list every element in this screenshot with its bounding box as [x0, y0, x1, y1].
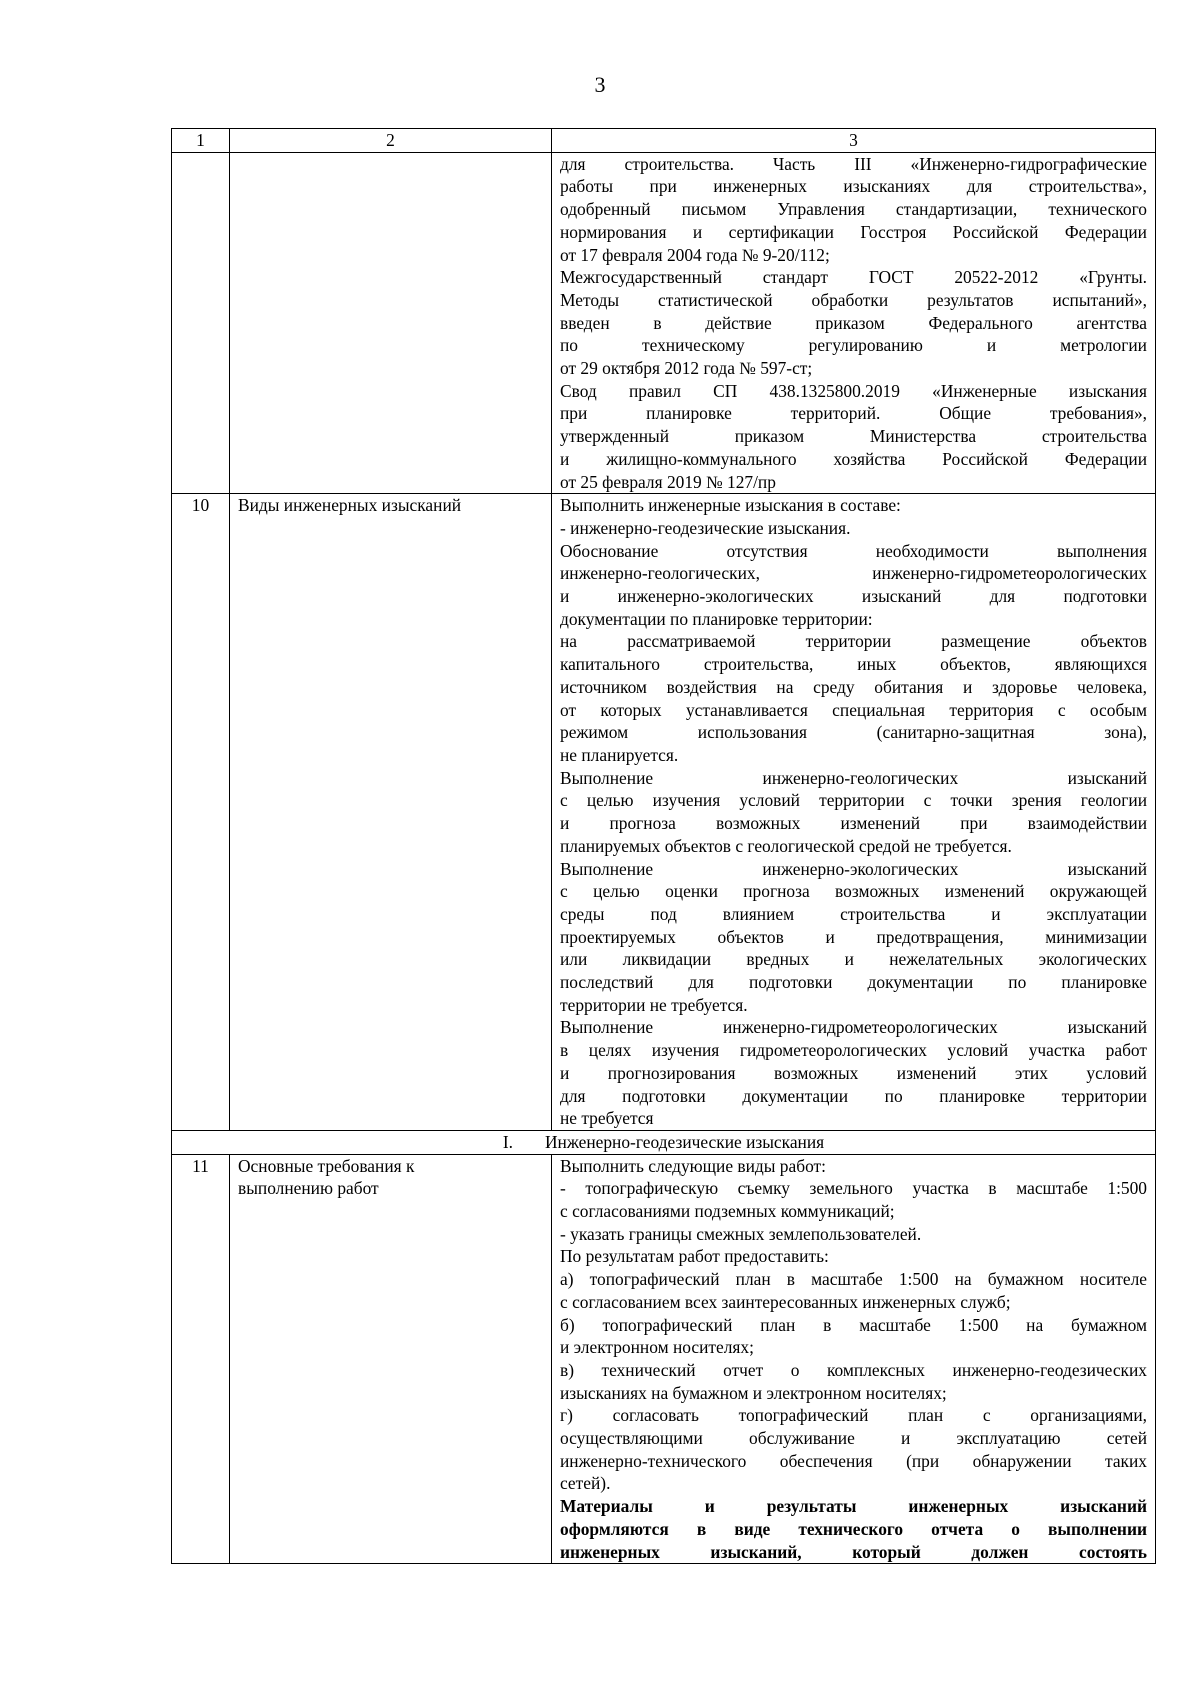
text-line: осуществляющими обслуживание и эксплуатацию сетей: [560, 1428, 1147, 1449]
header-col-3: 3: [552, 129, 1156, 153]
text-line: проектируемых объектов и предотвращения, минимизации: [560, 926, 1147, 947]
text-line: одобренный письмом Управления стандартизации, технического: [560, 199, 1147, 220]
text-line: инженерно-технического обеспечения (при обнаружении таких: [560, 1450, 1147, 1471]
text-line: Выполнить следующие виды работ:: [560, 1155, 826, 1176]
text-line: капитального строительства, иных объектов, являющихся: [560, 654, 1147, 675]
row-title-empty: [230, 152, 552, 494]
text-line: и инженерно-экологических изысканий для подготовки: [560, 586, 1147, 607]
text-line: в целях изучения гидрометеорологических условий участка работ: [560, 1040, 1147, 1061]
text-line: Выполнение инженерно-геологических изысканий: [560, 767, 1147, 788]
table-header-row: [172, 129, 1156, 153]
bold-text-line: оформляются в виде технического отчета о выполнении: [560, 1518, 1147, 1539]
text-line: Методы статистической обработки результатов испытаний»,: [560, 289, 1147, 310]
text-line: сетей).: [560, 1473, 611, 1494]
text-line: от 29 октября 2012 года № 597-ст;: [560, 358, 813, 379]
section-row: [172, 1130, 1156, 1154]
text-line: с целью изучения условий территории с точки зрения геологии: [560, 790, 1147, 811]
text-line: и жилищно-коммунального хозяйства Российской Федерации: [560, 448, 1147, 469]
text-line: для подготовки документации по планировке территории: [560, 1085, 1147, 1106]
text-line: в) технический отчет о комплексных инженерно-геодезических: [560, 1359, 1147, 1380]
text-line: а) топографический план в масштабе 1:500 на бумажном носителе: [560, 1269, 1147, 1290]
row-number: 11: [172, 1154, 230, 1564]
text-line: введен в действие приказом Федерального агентства: [560, 312, 1147, 333]
text-line: среды под влиянием строительства и эксплуатации: [560, 903, 1147, 924]
text-line: на рассматриваемой территории размещение объектов: [560, 631, 1147, 652]
table-row-10: [172, 494, 1156, 1131]
requirements-table: [171, 128, 1156, 1564]
text-line: Межгосударственный стандарт ГОСТ 20522-2012 «Грунты.: [560, 267, 1147, 288]
text-line: режимом использования (санитарно-защитная зона),: [560, 722, 1147, 743]
text-line: Свод правил СП 438.1325800.2019 «Инженерные изыскания: [560, 380, 1147, 401]
row-title: [230, 1154, 552, 1564]
text-line: работы при инженерных изысканиях для строительства»,: [560, 176, 1147, 197]
section-title: Инженерно-геодезические изыскания: [544, 1131, 825, 1152]
row-number-empty: [172, 152, 230, 494]
text-line: - указать границы смежных землепользователей.: [560, 1223, 922, 1244]
text-line: последствий для подготовки документации по планировке: [560, 972, 1147, 993]
text-line: По результатам работ предоставить:: [560, 1246, 829, 1267]
text-line: от 17 февраля 2004 года № 9-20/112;: [560, 244, 830, 265]
text-line: и прогнозирования возможных изменений этих условий: [560, 1062, 1147, 1083]
text-line: утвержденный приказом Министерства строительства: [560, 426, 1147, 447]
header-col-1: 1: [172, 129, 230, 153]
text-line: документации по планировке территории:: [560, 608, 873, 629]
text-line: с целью оценки прогноза возможных изменений окружающей: [560, 881, 1147, 902]
text-line: с согласованиями подземных коммуникаций;: [560, 1201, 895, 1222]
bold-text-line: инженерных изысканий, который должен состоять: [560, 1541, 1147, 1562]
text-line: не планируется.: [560, 744, 679, 765]
text-line: Обоснование отсутствия необходимости выполнения: [560, 540, 1147, 561]
text-line: от которых устанавливается специальная территория с особым: [560, 699, 1147, 720]
row-number: 10: [172, 494, 230, 1131]
text-line: территории не требуется.: [560, 994, 748, 1015]
section-heading: [172, 1130, 1156, 1154]
row-10-text: [552, 494, 1156, 1131]
text-line: источником воздействия на среду обитания и здоровье человека,: [560, 676, 1147, 697]
text-line: Выполнить инженерные изыскания в составе:: [560, 495, 901, 516]
row-title-line: Основные требования к: [238, 1155, 415, 1176]
text-line: Выполнение инженерно-гидрометеорологических изысканий: [560, 1017, 1147, 1038]
text-line: изысканиях на бумажном и электронном носителях;: [560, 1382, 947, 1403]
table-row-continuation: [172, 152, 1156, 494]
text-line: с согласованием всех заинтересованных инженерных служб;: [560, 1291, 1011, 1312]
section-numeral: I.: [502, 1131, 513, 1152]
text-line: для строительства. Часть III «Инженерно-гидрографические: [560, 153, 1147, 174]
bold-text-line: Материалы и результаты инженерных изысканий: [560, 1496, 1147, 1517]
continuation-text: [552, 152, 1156, 494]
text-line: - топографическую съемку земельного участка в масштабе 1:500: [560, 1178, 1147, 1199]
row-title-line: выполнению работ: [238, 1178, 379, 1199]
page-number: 3: [594, 72, 606, 97]
text-line: нормирования и сертификации Госстроя Российской Федерации: [560, 221, 1147, 242]
row-11-text: [552, 1154, 1156, 1564]
text-line: по техническому регулированию и метрологии: [560, 335, 1147, 356]
text-line: г) согласовать топографический план с организациями,: [560, 1405, 1147, 1426]
text-line: планируемых объектов с геологической средой не требуется.: [560, 835, 1012, 856]
text-line: - инженерно-геодезические изыскания.: [560, 517, 851, 538]
text-line: от 25 февраля 2019 № 127/пр: [560, 471, 776, 492]
text-line: и прогноза возможных изменений при взаимодействии: [560, 813, 1147, 834]
text-line: при планировке территорий. Общие требования»,: [560, 403, 1147, 424]
table-row-11: [172, 1154, 1156, 1564]
text-line: или ликвидации вредных и нежелательных экологических: [560, 949, 1147, 970]
text-line: не требуется: [560, 1108, 654, 1129]
text-line: инженерно-геологических, инженерно-гидрометеорологических: [560, 563, 1147, 584]
header-col-2: 2: [230, 129, 552, 153]
text-line: и электронном носителях;: [560, 1337, 754, 1358]
row-title: Виды инженерных изысканий: [230, 494, 552, 1131]
text-line: Выполнение инженерно-экологических изысканий: [560, 858, 1147, 879]
text-line: б) топографический план в масштабе 1:500 на бумажном: [560, 1314, 1147, 1335]
